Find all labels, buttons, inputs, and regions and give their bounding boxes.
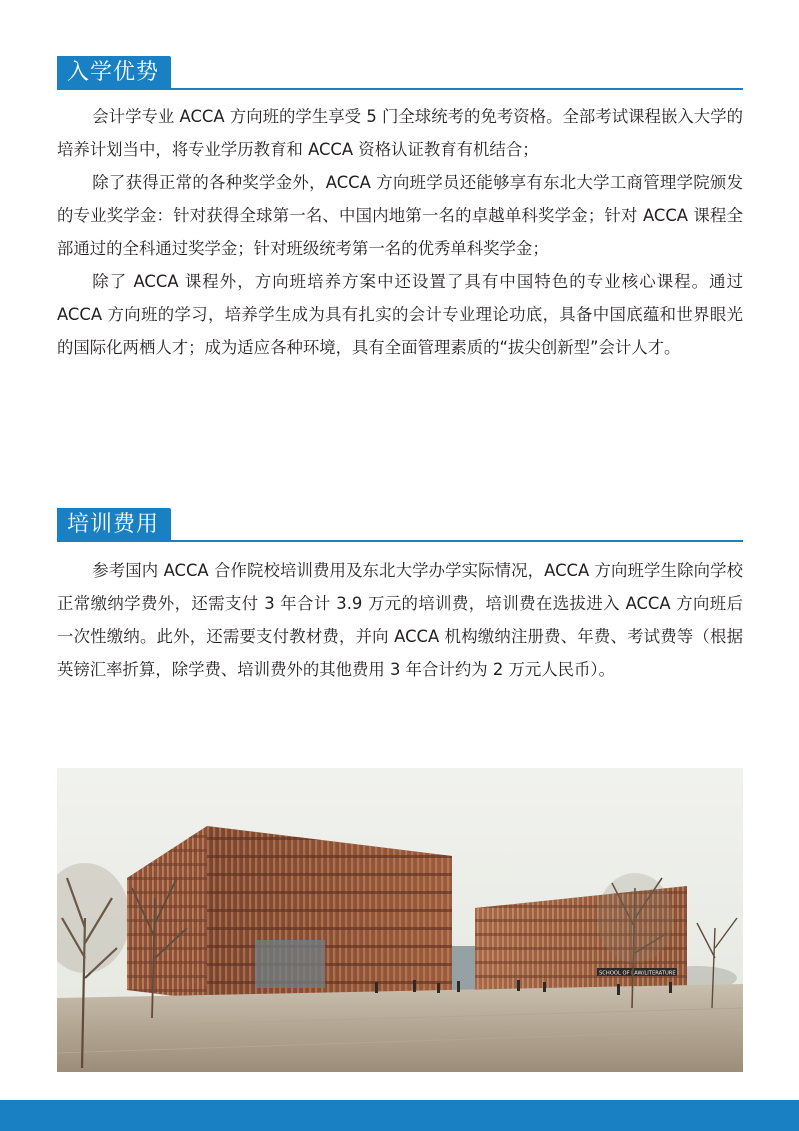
building-sign: SCHOOL OF LAW/LITERATURE xyxy=(599,970,676,977)
plaza xyxy=(57,984,743,1072)
section-header-training-fees xyxy=(57,508,743,542)
campus-building-photo xyxy=(57,768,743,1072)
section-underline xyxy=(57,88,743,90)
section-title: 入学优势 xyxy=(57,56,171,90)
section-body-admission-advantages xyxy=(57,100,743,364)
section-title: 培训费用 xyxy=(57,508,171,542)
section-underline xyxy=(57,540,743,542)
paragraph: 会计学专业 ACCA 方向班的学生享受 5 门全球统考的免考资格。全部考试课程嵌入大学的培养计划当中，将专业学历教育和 ACCA 资格认证教育有机结合； xyxy=(57,107,743,159)
paragraph: 参考国内 ACCA 合作院校培训费用及东北大学办学实际情况，ACCA 方向班学生除向学校正常缴纳学费外，还需支付 3 年合计 3.9 万元的培训费，培训费在选拔进入 ACCA 方向班后一次性缴纳。此外，还需要支付教材费，并向 ACCA 机构缴纳注册费、年费、考试费等（根据英镑汇率折算，除学费、培训费外的其他费用 3 年合计约为 2 万元人民币）。 xyxy=(57,561,743,679)
section-body-training-fees xyxy=(57,554,743,686)
section-header-admission-advantages xyxy=(57,56,743,90)
paragraph: 除了 ACCA 课程外，方向班培养方案中还设置了具有中国特色的专业核心课程。通过 ACCA 方向班的学习，培养学生成为具有扎实的会计专业理论功底，具备中国底蕴和世界眼光的国际化两栖人才；成为适应各种环境，具有全面管理素质的“拔尖创新型”会计人才。 xyxy=(57,272,743,357)
paragraph: 除了获得正常的各种奖学金外，ACCA 方向班学员还能够享有东北大学工商管理学院颁发的专业奖学金：针对获得全球第一名、中国内地第一名的卓越单科奖学金；针对 ACCA 课程全部通过的全科通过奖学金；针对班级统考第一名的优秀单科奖学金； xyxy=(57,173,743,258)
footer-bar xyxy=(0,1100,799,1131)
